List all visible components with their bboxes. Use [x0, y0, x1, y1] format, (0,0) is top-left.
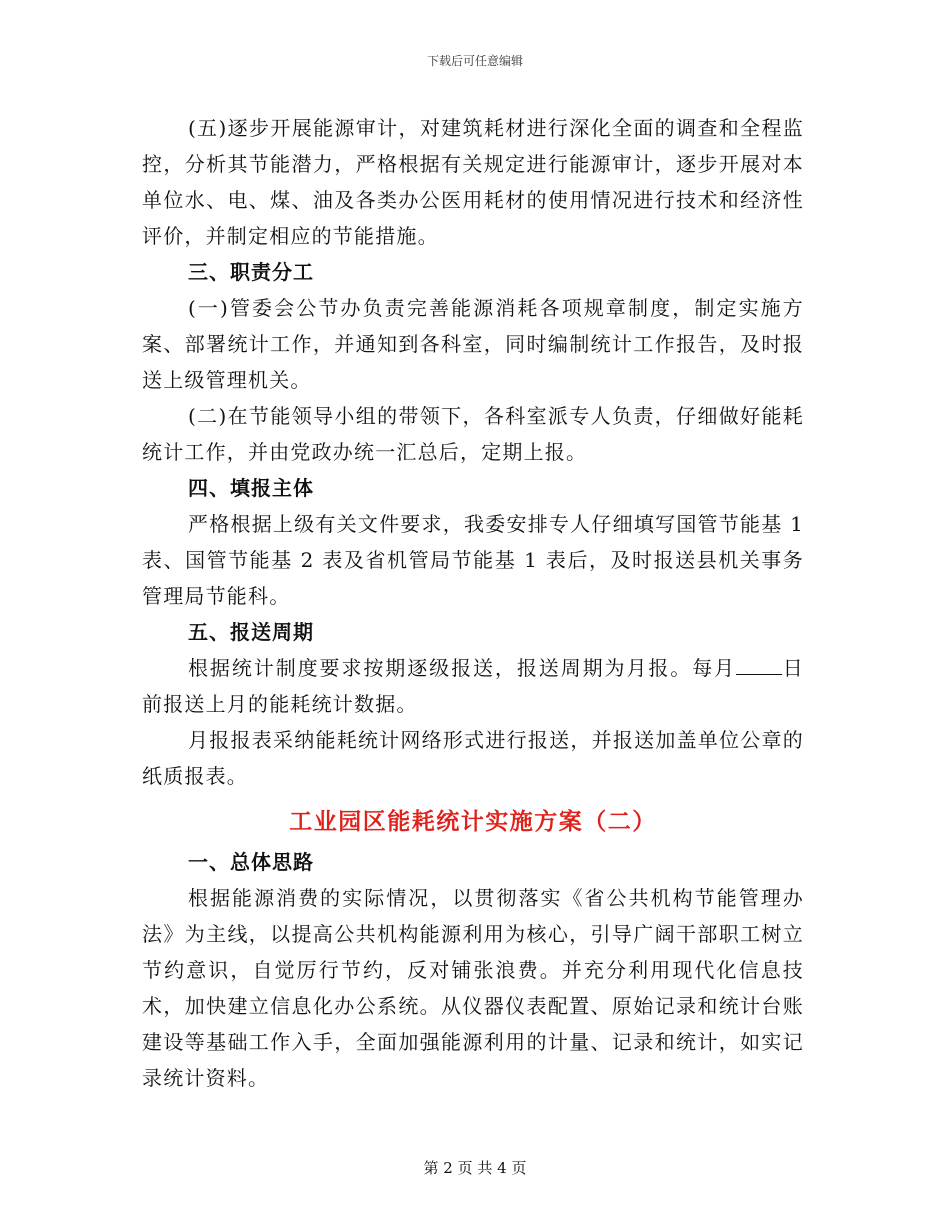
paragraph-reporting-cycle-1	[142, 650, 804, 722]
paragraph-responsibility-2: (二)在节能领导小组的带领下，各科室派专人负责，仔细做好能耗统计工作，并由党政办统一汇总后，定期上报。	[142, 404, 804, 464]
page-header: 下载后可任意编辑	[426, 54, 523, 68]
paragraph-responsibility-1: (一)管委会公节办负责完善能源消耗各项规章制度，制定实施方案、部署统计工作，并通知到各科室，同时编制统计工作报告，及时报送上级管理机关。	[142, 296, 804, 392]
paragraph-reporting-cycle-2: 月报报表采纳能耗统计网络形式进行报送，并报送加盖单位公章的纸质报表。	[142, 728, 804, 788]
section-title: 工业园区能耗统计实施方案（二）	[289, 808, 657, 835]
heading-reporting-entity: 四、填报主体	[188, 476, 314, 500]
document-body	[142, 110, 804, 1096]
heading-reporting-cycle: 五、报送周期	[188, 620, 314, 644]
heading-responsibilities: 三、职责分工	[188, 260, 314, 284]
paragraph-audit: (五)逐步开展能源审计，对建筑耗材进行深化全面的调查和全程监控，分析其节能潜力，严格根据有关规定进行能源审计，逐步开展对本单位水、电、煤、油及各类办公医用耗材的使用情况进行技术和经济性评价，并制定相应的节能措施。	[142, 116, 804, 248]
paragraph-overall-approach: 根据能源消费的实际情况，以贯彻落实《省公共机构节能管理办法》为主线，以提高公共机构能源利用为核心，引导广阔干部职工树立节约意识，自觉厉行节约，反对铺张浪费。并充分利用现代化信息技术，加快建立信息化办公系统。从仪器仪表配置、原始记录和统计台账建设等基础工作入手，全面加强能源利用的计量、记录和统计，如实记录统计资料。	[142, 886, 804, 1090]
heading-overall-approach: 一、总体思路	[188, 850, 314, 874]
reporting-cycle-text-after: 日前报送上月的能耗统计数据。	[142, 656, 805, 716]
paragraph-reporting-entity: 严格根据上级有关文件要求，我委安排专人仔细填写国管节能基 1 表、国管节能基 2 表及省机管局节能基 1 表后，及时报送县机关事务管理局节能科。	[142, 512, 804, 608]
day-blank-field	[736, 656, 782, 675]
page-footer: 第 2 页 共 4 页	[423, 1159, 527, 1177]
reporting-cycle-text-before: 根据统计制度要求按期逐级报送，报送周期为月报。每月	[188, 656, 737, 680]
